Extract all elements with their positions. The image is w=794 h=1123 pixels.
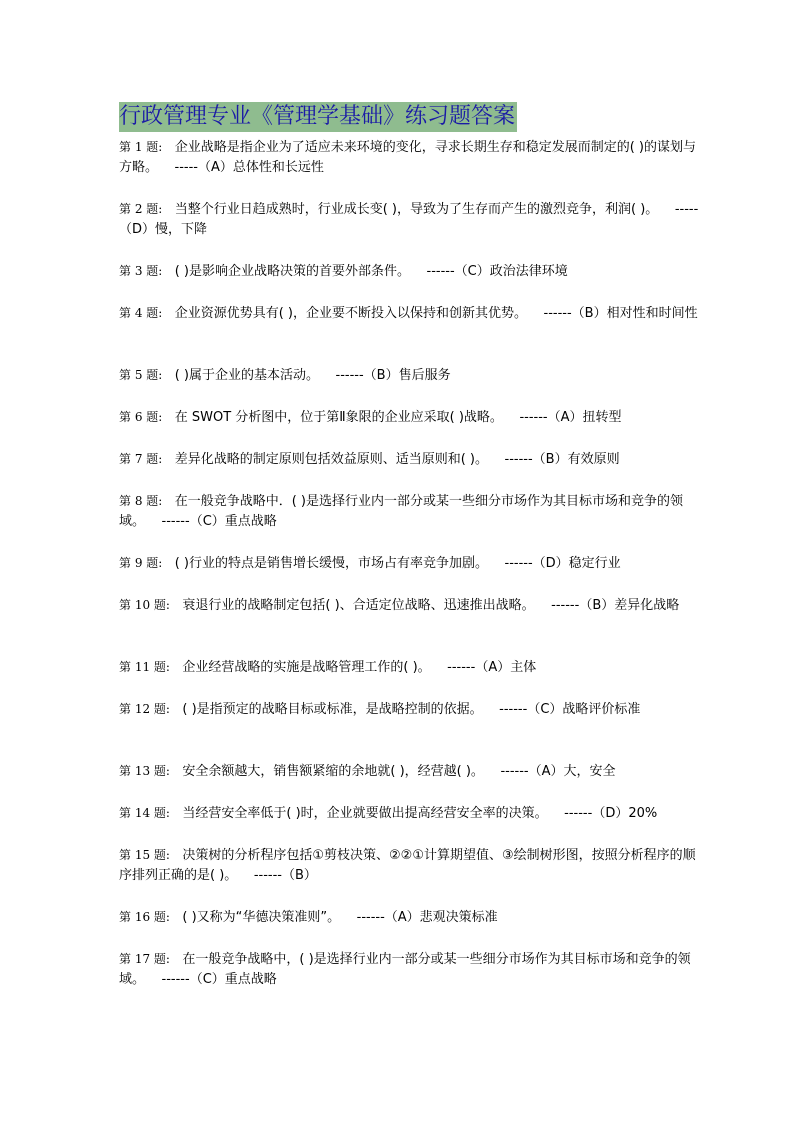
question-text: 差异化战略的制定原则包括效益原则、适当原则和( )。: [174, 452, 488, 467]
question-item: [119, 595, 704, 637]
question-answer: ------（B）: [253, 868, 317, 883]
question-item: [119, 199, 704, 241]
question-number: 第 16 题:: [119, 910, 170, 924]
question-text: 在一般竞争战略中．( )是选择行业内一部分或某一些细分市场作为其目标市场和竞争的领域。: [119, 494, 683, 529]
question-number: 第 6 题:: [119, 410, 163, 424]
question-number: 第 1 题:: [119, 140, 163, 154]
question-answer: ------（C）政治法律环境: [426, 264, 568, 279]
question-item: [119, 761, 704, 783]
question-item: [119, 845, 704, 887]
question-item: [119, 949, 704, 991]
question-answer: ------（D）20%: [564, 806, 658, 821]
question-text: ( )行业的特点是销售增长缓慢，市场占有率竞争加剧。: [174, 556, 488, 571]
question-answer: -----（A）总体性和长远性: [174, 160, 324, 175]
question-number: 第 12 题:: [119, 702, 170, 716]
question-answer: ------（A）主体: [447, 660, 537, 675]
question-answer: ------（B）差异化战略: [551, 598, 680, 613]
document-page: [119, 102, 704, 1011]
question-text: ( )又称为“华德决策准则”。: [182, 910, 341, 925]
question-item: [119, 365, 704, 387]
question-item: [119, 699, 704, 741]
question-text: 在一般竞争战略中，( )是选择行业内一部分或某一些细分市场作为其目标市场和竞争的领域。: [119, 952, 691, 987]
question-number: 第 14 题:: [119, 806, 170, 820]
question-text: 决策树的分析程序包括①剪枝决策、②②①计算期望值、③绘制树形图，按照分析程序的顺序排列正确的是( )。: [119, 848, 696, 883]
question-text: 企业经营战略的实施是战略管理工作的( )。: [182, 660, 431, 675]
question-item: [119, 261, 704, 283]
question-answer: ------（B）相对性和时间性: [543, 306, 698, 321]
question-answer: -----（D）慢，下降: [119, 202, 699, 237]
question-answer: ------（B）有效原则: [504, 452, 620, 467]
question-text: 当经营安全率低于( )时，企业就要做出提高经营安全率的决策。: [182, 806, 548, 821]
question-answer: ------（B）售后服务: [335, 368, 451, 383]
question-number: 第 15 题:: [119, 848, 170, 862]
question-answer: ------（C）战略评价标准: [499, 702, 641, 717]
question-number: 第 2 题:: [119, 202, 163, 216]
question-text: 衰退行业的战略制定包括( )、合适定位战略、迅速推出战略。: [182, 598, 535, 613]
question-text: ( )属于企业的基本活动。: [174, 368, 319, 383]
question-number: 第 5 题:: [119, 368, 163, 382]
question-item: [119, 803, 704, 825]
question-text: 在 SWOT 分析图中，位于第Ⅱ象限的企业应采取( )战略。: [174, 410, 503, 425]
question-item: [119, 449, 704, 471]
question-number: 第 10 题:: [119, 598, 170, 612]
question-number: 第 9 题:: [119, 556, 163, 570]
question-number: 第 17 题:: [119, 952, 170, 966]
question-item: [119, 303, 704, 345]
question-item: [119, 553, 704, 575]
question-answer: ------（A）扭转型: [519, 410, 622, 425]
question-number: 第 8 题:: [119, 494, 163, 508]
question-item: [119, 907, 704, 929]
question-answer: ------（C）重点战略: [161, 514, 277, 529]
question-answer: ------（D）稳定行业: [504, 556, 621, 571]
question-list: [119, 137, 704, 991]
question-item: [119, 657, 704, 679]
question-item: [119, 137, 704, 179]
question-text: 企业资源优势具有( )，企业要不断投入以保持和创新其优势。: [174, 306, 527, 321]
page-title: 行政管理专业《管理学基础》练习题答案: [119, 102, 517, 132]
question-number: 第 4 题:: [119, 306, 163, 320]
question-text: 企业战略是指企业为了适应未来环境的变化，寻求长期生存和稳定发展而制定的( )的谋划与方略。: [119, 140, 696, 175]
question-item: [119, 491, 704, 533]
question-number: 第 13 题:: [119, 764, 170, 778]
question-number: 第 7 题:: [119, 452, 163, 466]
question-answer: ------（C）重点战略: [161, 972, 277, 987]
question-answer: ------（A）大，安全: [500, 764, 616, 779]
question-number: 第 3 题:: [119, 264, 163, 278]
question-text: ( )是影响企业战略决策的首要外部条件。: [174, 264, 410, 279]
question-number: 第 11 题:: [119, 660, 170, 674]
question-text: 安全余额越大，销售额紧缩的余地就( )，经营越( )。: [182, 764, 484, 779]
question-answer: ------（A）悲观决策标准: [356, 910, 498, 925]
question-item: [119, 407, 704, 429]
question-text: ( )是指预定的战略目标或标准，是战略控制的依据。: [182, 702, 483, 717]
question-text: 当整个行业日趋成熟时，行业成长变( )，导致为了生存而产生的激烈竞争，利润( )。: [174, 202, 659, 217]
